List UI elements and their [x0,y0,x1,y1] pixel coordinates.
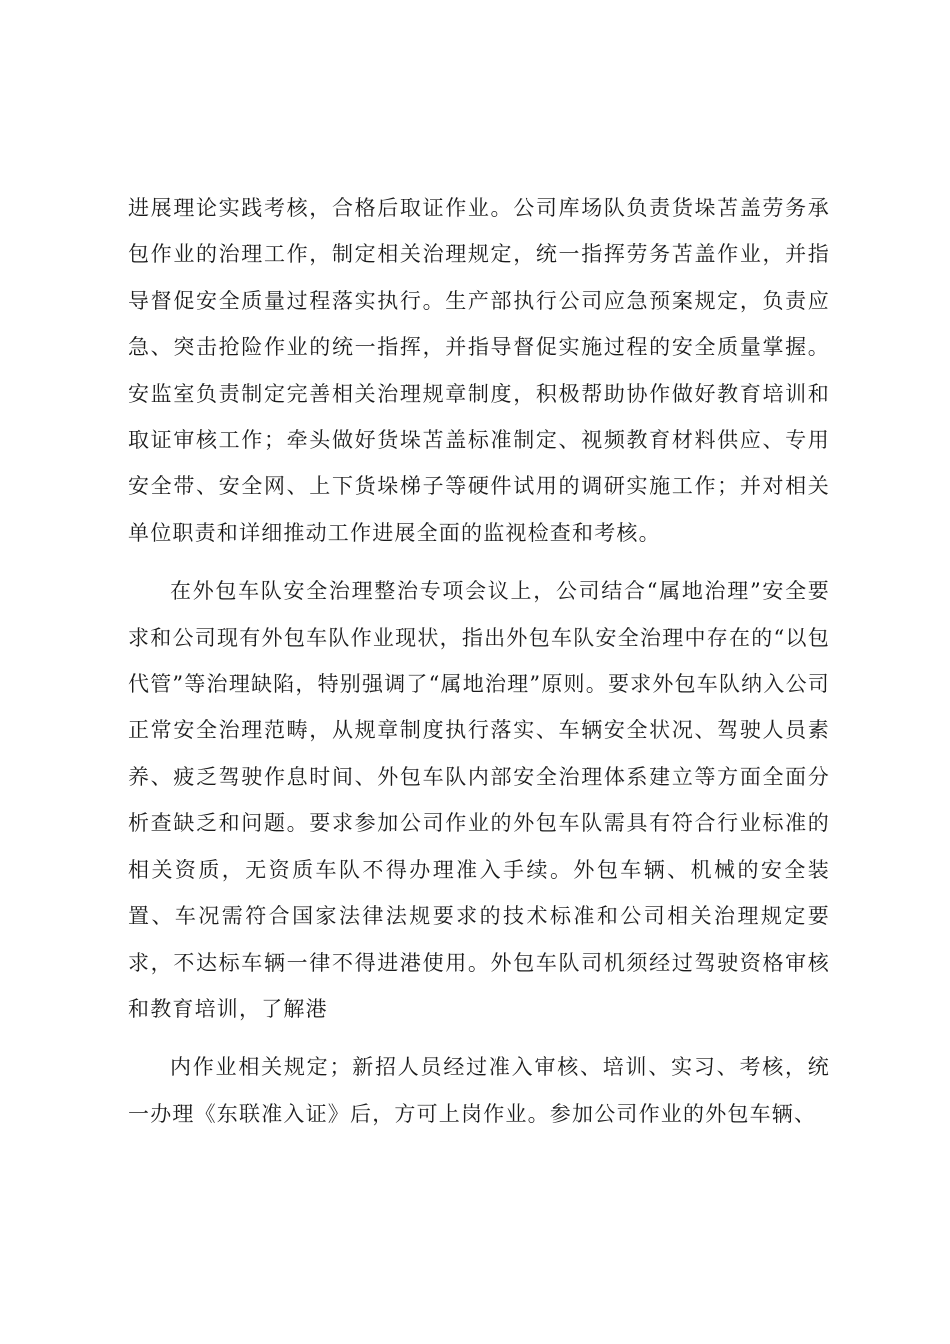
paragraph-1: 进展理论实践考核，合格后取证作业。公司库场队负责货垛苫盖劳务承包作业的治理工作，制定相关治理规定，统一指挥劳务苫盖作业，并指导督促安全质量过程落实执行。生产部执行公司应急预案规定，负责应急、突击抢险作业的统一指挥，并指导督促实施过程的安全质量掌握。安监室负责制定完善相关治理规章制度，积极帮助协作做好教育培训和取证审核工作；牵头做好货垛苫盖标准制定、视频教育材料供应、专用安全带、安全网、上下货垛梯子等硬件试用的调研实施工作；并对相关单位职责和详细推动工作进展全面的监视检查和考核。 [128,196,830,545]
paragraph-2: 在外包车队安全治理整治专项会议上，公司结合“属地治理”安全要求和公司现有外包车队作业现状，指出外包车队安全治理中存在的“以包代管”等治理缺陷，特别强调了“属地治理”原则。要求外包车队纳入公司正常安全治理范畴，从规章制度执行落实、车辆安全状况、驾驶人员素养、疲乏驾驶作息时间、外包车队内部安全治理体系建立等方面全面分析查缺乏和问题。要求参加公司作业的外包车队需具有符合行业标准的相关资质，无资质车队不得办理准入手续。外包车辆、机械的安全装置、车况需符合国家法律法规要求的技术标准和公司相关治理规定要求，不达标车辆一律不得进港使用。外包车队司机须经过驾驶资格审核和教育培训，了解港 [128,579,830,1021]
body-text [128,185,830,1137]
paragraph-3: 内作业相关规定；新招人员经过准入审核、培训、实习、考核，统一办理《东联准入证》后，方可上岗作业。参加公司作业的外包车辆、 [128,1055,830,1126]
